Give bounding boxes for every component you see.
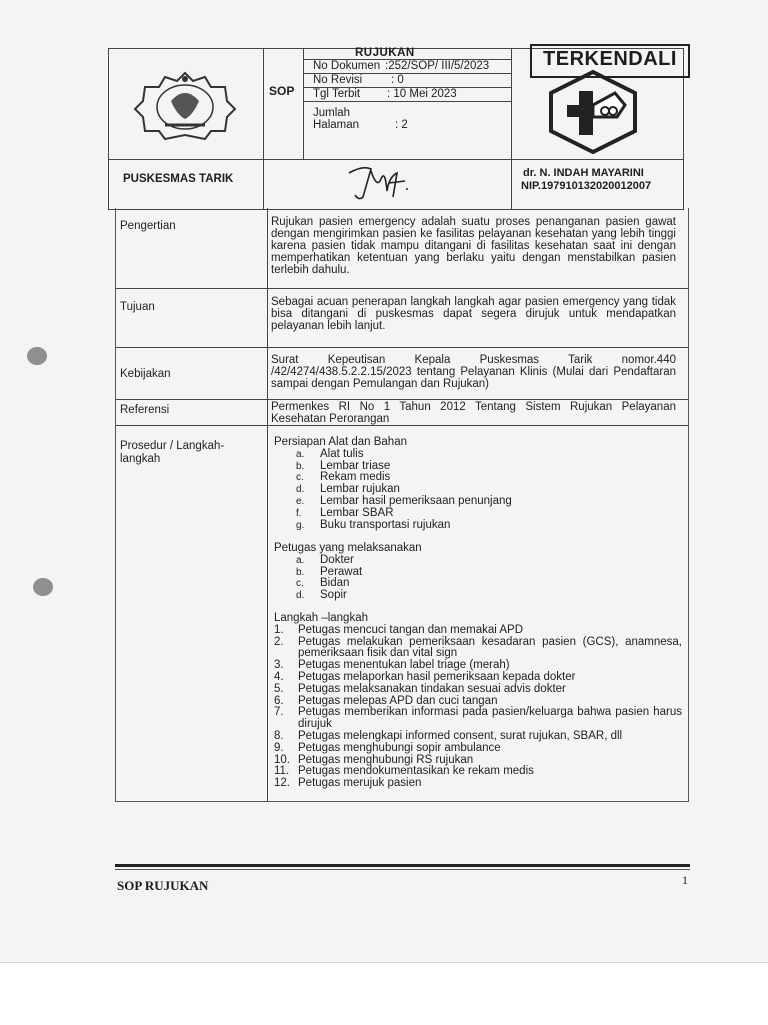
langkah-item-text: Petugas melakukan pemeriksaan kesadaran pasien (GCS), anamnesa, pemeriksaan fisik dan vital sign [298, 635, 682, 660]
scanner-background [0, 962, 768, 1025]
langkah-item-marker: 12. [274, 777, 290, 790]
persiapan-item-text: Buku transportasi rujukan [320, 518, 451, 531]
procedure-table [115, 208, 689, 802]
persiapan-item-marker: d. [296, 484, 305, 496]
langkah-item-marker: 4. [274, 670, 284, 683]
tujuan-label: Tujuan [120, 301, 155, 313]
langkah-item [274, 625, 682, 637]
prosedur-label: Prosedur / Langkah-langkah [120, 440, 225, 465]
footer-rule-thin [115, 869, 690, 870]
persiapan-item-text: Lembar SBAR [320, 506, 394, 519]
persiapan-item [274, 449, 678, 461]
persiapan-item-marker: c. [296, 472, 304, 484]
langkah-item [274, 637, 682, 661]
no-revisi-label: No Revisi [313, 74, 363, 86]
no-dokumen-value: :252/SOP/ III/5/2023 [385, 60, 490, 72]
langkah-item-text: Petugas melaporkan hasil pemeriksaan kepada dokter [298, 670, 576, 683]
kebijakan-label: Kebijakan [120, 368, 171, 380]
persiapan-item-text: Rekam medis [320, 471, 391, 484]
langkah-item-marker: 6. [274, 694, 284, 707]
persiapan-item-text: Lembar rujukan [320, 483, 400, 496]
document-title: RUJUKAN [355, 47, 415, 59]
persiapan-item-marker: g. [296, 519, 305, 531]
pengertian-label: Pengertian [120, 220, 176, 232]
petugas-item-text: Dokter [320, 553, 354, 566]
langkah-item-text: Petugas melengkapi informed consent, surat rujukan, SBAR, dll [298, 729, 623, 742]
signature [345, 161, 411, 203]
no-dokumen-label: No Dokumen [313, 60, 381, 72]
petugas-item-text: Perawat [320, 565, 363, 578]
langkah-item-marker: 10. [274, 753, 290, 766]
petugas-item-text: Sopir [320, 589, 347, 602]
langkah-item-text: Petugas melaksanakan tindakan sesuai advis dokter [298, 682, 566, 695]
langkah-item-marker: 7. [274, 706, 284, 719]
langkah-item-text: Petugas merujuk pasien [298, 777, 422, 790]
district-emblem-logo [133, 67, 237, 143]
petugas-item-marker: d. [296, 590, 305, 602]
petugas-item-marker: a. [296, 554, 305, 566]
persiapan-item-text: Lembar triase [320, 459, 391, 472]
sop-label: SOP [269, 84, 295, 98]
langkah-heading: Langkah –langkah [274, 612, 368, 624]
halaman-label: Halaman [313, 119, 360, 131]
persiapan-item [274, 520, 678, 532]
petugas-item-marker: c. [296, 578, 304, 590]
no-revisi-value: : 0 [391, 74, 404, 86]
footer-title: SOP RUJUKAN [117, 878, 209, 893]
langkah-item-marker: 5. [274, 682, 284, 695]
langkah-item-marker: 1. [274, 623, 284, 636]
persiapan-item-marker: b. [296, 460, 305, 472]
halaman-value: : 2 [395, 119, 408, 131]
petugas-list [274, 543, 678, 602]
persiapan-item-text: Lembar hasil pemeriksaan penunjang [320, 494, 512, 507]
langkah-item-text: Petugas menentukan label triage (merah) [298, 659, 510, 672]
langkah-item [274, 743, 682, 755]
persiapan-item-marker: e. [296, 495, 305, 507]
petugas-item [274, 590, 678, 602]
langkah-item-text: Petugas memberikan informasi pada pasien/keluarga bahwa pasien harus dirujuk [298, 706, 682, 731]
institution-name: PUSKESMAS TARIK [123, 173, 234, 185]
langkah-item-marker: 8. [274, 729, 284, 742]
langkah-item-text: Petugas menghubungi sopir ambulance [298, 741, 501, 754]
langkah-item [274, 778, 682, 790]
langkah-item-text: Petugas mencuci tangan dan memakai APD [298, 623, 524, 636]
referensi-text: Permenkes RI No 1 Tahun 2012 Tentang Sistem Rujukan Pelayanan Kesehatan Perorangan [271, 401, 676, 425]
langkah-list [274, 613, 682, 790]
langkah-item [274, 707, 682, 731]
langkah-item-text: Petugas melepas APD dan cuci tangan [298, 694, 498, 707]
jumlah-label: Jumlah [313, 107, 351, 119]
signatory-nip: NIP.197910132020012007 [521, 180, 652, 192]
tgl-terbit-value: : 10 Mei 2023 [387, 88, 457, 100]
persiapan-item-marker: a. [296, 448, 305, 460]
langkah-item-marker: 11. [274, 765, 290, 778]
langkah-item [274, 731, 682, 743]
persiapan-item-marker: f. [296, 507, 302, 519]
langkah-item-marker: 3. [274, 659, 284, 672]
referensi-label: Referensi [120, 404, 170, 416]
tujuan-text: Sebagai acuan penerapan langkah langkah agar pasien emergency yang tidak bisa ditangani di puskesmas dapat segera dirujuk untuk mendapatkan pelayanan lebih lanjut. [271, 296, 676, 332]
persiapan-item [274, 496, 678, 508]
persiapan-list [274, 437, 678, 531]
footer-rule [115, 864, 690, 867]
pengertian-text: Rujukan pasien emergency adalah suatu proses penanganan pasien gawat dengan mengirimkan pasien ke fasilitas pelayanan kesehatan yang lebih tinggi karena pasien tidak mampu ditangani di fasilitas kesehatan saat ini dengan memperhatikan ketentuan yang berlaku yaitu dengan menstabilkan pasien terlebih dahulu. [271, 216, 676, 276]
health-ministry-logo [545, 69, 641, 155]
langkah-item-marker: 2. [274, 635, 284, 648]
tgl-terbit-label: Tgl Terbit [313, 88, 361, 100]
kebijakan-text: Surat Kepeutisan Kepala Puskesmas Tarik nomor.440 /42/4274/438.5.2.2.15/2023 tentang Pelayanan Klinis (Mulai dari Pendaftaran sampai dengan Pemulangan dan Rujukan) [271, 354, 676, 390]
petugas-heading: Petugas yang melaksanakan [274, 542, 422, 554]
langkah-item-marker: 9. [274, 741, 284, 754]
signatory-name: dr. N. INDAH MAYARINI [523, 167, 644, 179]
petugas-item-marker: b. [296, 566, 305, 578]
langkah-item [274, 672, 682, 684]
punch-hole-bottom [33, 578, 53, 596]
petugas-item [274, 555, 678, 567]
page-number: 1 [682, 873, 688, 887]
persiapan-heading: Persiapan Alat dan Bahan [274, 436, 407, 448]
langkah-item [274, 684, 682, 696]
controlled-stamp: TERKENDALI [530, 44, 690, 78]
persiapan-item [274, 508, 678, 520]
langkah-item-text: Petugas menghubungi RS rujukan [298, 753, 474, 766]
petugas-item-text: Bidan [320, 577, 350, 590]
langkah-item-text: Petugas mendokumentasikan ke rekam medis [298, 765, 534, 778]
punch-hole-top [27, 347, 47, 365]
persiapan-item-text: Alat tulis [320, 447, 364, 460]
